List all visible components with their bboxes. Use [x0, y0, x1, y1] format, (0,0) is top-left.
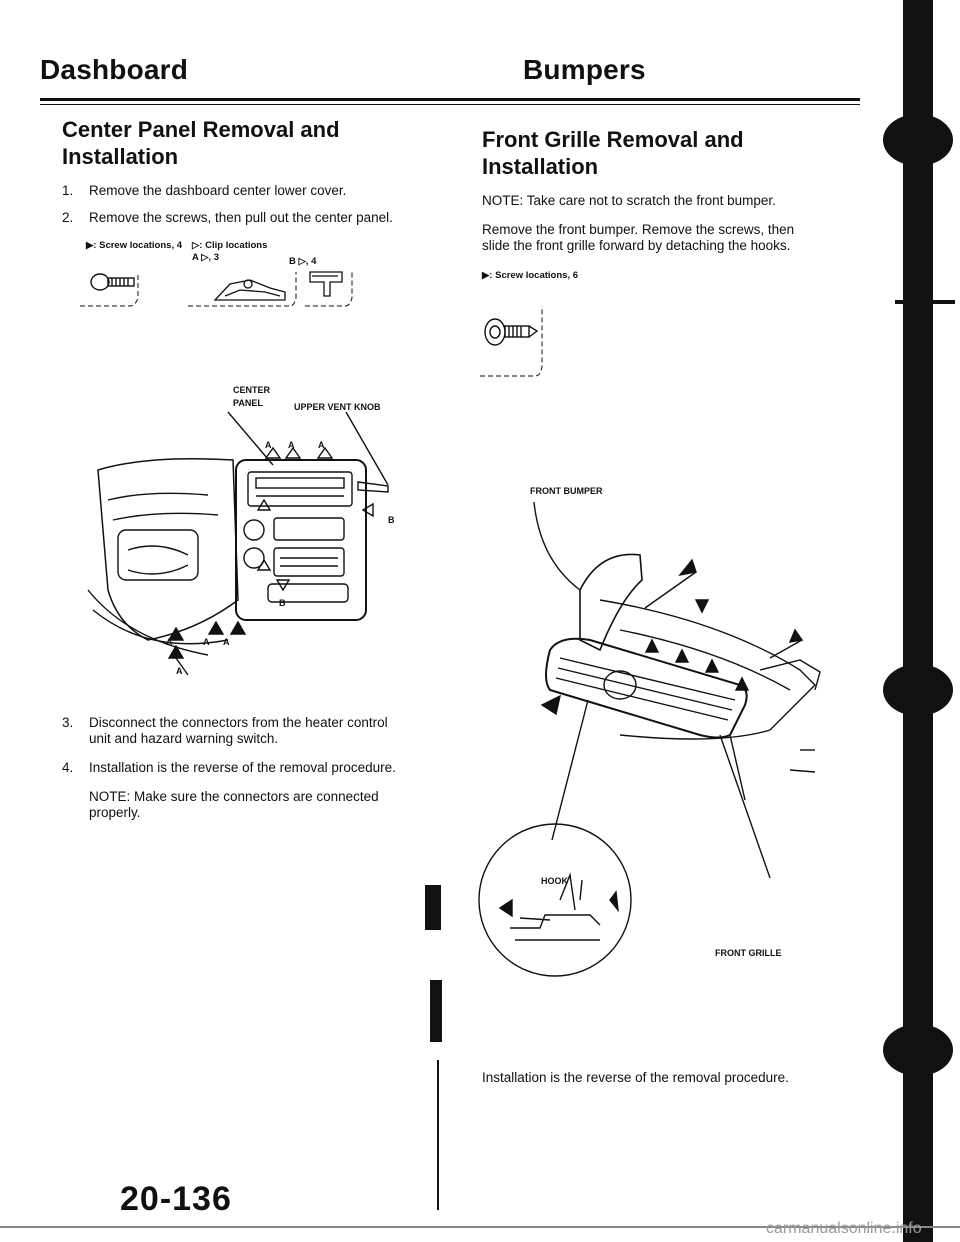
step-4-text: Installation is the reverse of the removal procedure. [89, 760, 396, 775]
watermark: carmanualsonline.info [766, 1220, 922, 1237]
label-a-7: A [176, 666, 183, 676]
label-upper-vent-knob: UPPER VENT KNOB [294, 402, 381, 412]
note-line2: properly. [89, 805, 141, 820]
margin-line [437, 1060, 439, 1210]
label-b-right: B [388, 515, 395, 525]
clip-b-icon [310, 272, 342, 296]
right-title-line2: Installation [482, 154, 599, 179]
right-title-line1: Front Grille Removal and [482, 127, 744, 152]
margin-bar-1 [425, 885, 441, 930]
label-front-grille: FRONT GRILLE [715, 948, 782, 958]
right-para-line2: slide the front grille forward by detaching the hooks. [482, 238, 791, 253]
margin-bar-2 [430, 980, 442, 1042]
step-3-num: 3. [62, 715, 74, 730]
legend-screw-locations: ▶: Screw locations, 4 [86, 240, 183, 251]
legend-icons [80, 262, 460, 322]
label-a-1: A [265, 440, 272, 450]
step-3-line1: Disconnect the connectors from the heater control [89, 715, 388, 730]
front-grille-diagram [470, 500, 850, 940]
step-4-num: 4. [62, 760, 74, 775]
label-a-3: A [318, 440, 325, 450]
left-title-line1: Center Panel Removal and [62, 117, 340, 142]
header-left-title: Dashboard [40, 54, 189, 85]
label-front-bumper: FRONT BUMPER [530, 486, 603, 496]
center-panel-diagram [88, 410, 408, 690]
legend-clip-a: A ▷, 3 [192, 252, 220, 263]
right-footer-text: Installation is the reverse of the removal procedure. [482, 1070, 789, 1085]
label-a-4: A [166, 637, 173, 647]
step-1-text: Remove the dashboard center lower cover. [89, 183, 347, 198]
label-a-6: A [223, 637, 230, 647]
label-center: CENTER [233, 385, 271, 395]
screw-icon [91, 274, 134, 290]
right-note: NOTE: Take care not to scratch the front bumper. [482, 193, 776, 208]
label-a-2: A [288, 440, 295, 450]
header-right-title: Bumpers [523, 54, 646, 85]
clip-a-icon [215, 280, 285, 300]
step-2-text: Remove the screws, then pull out the center panel. [89, 210, 393, 225]
right-screw-icon-box [475, 296, 555, 376]
flange-screw-icon [485, 319, 537, 345]
label-a-5: A [203, 637, 210, 647]
label-b-bottom: B [279, 598, 286, 608]
label-panel: PANEL [233, 398, 263, 408]
page-number: 20-136 [120, 1180, 232, 1218]
note-line1: NOTE: Make sure the connectors are connected [89, 789, 379, 804]
step-3-line2: unit and hazard warning switch. [89, 731, 279, 746]
step-2-num: 2. [62, 210, 74, 225]
legend-clip-b: B ▷, 4 [289, 256, 317, 267]
step-1-num: 1. [62, 183, 74, 198]
right-legend-screw: ▶: Screw locations, 6 [482, 270, 579, 281]
legend-clip-locations: ▷: Clip locations [192, 240, 268, 251]
right-para-line1: Remove the front bumper. Remove the screws, then [482, 222, 795, 237]
left-title-line2: Installation [62, 144, 179, 169]
label-hook: HOOK [541, 876, 568, 886]
